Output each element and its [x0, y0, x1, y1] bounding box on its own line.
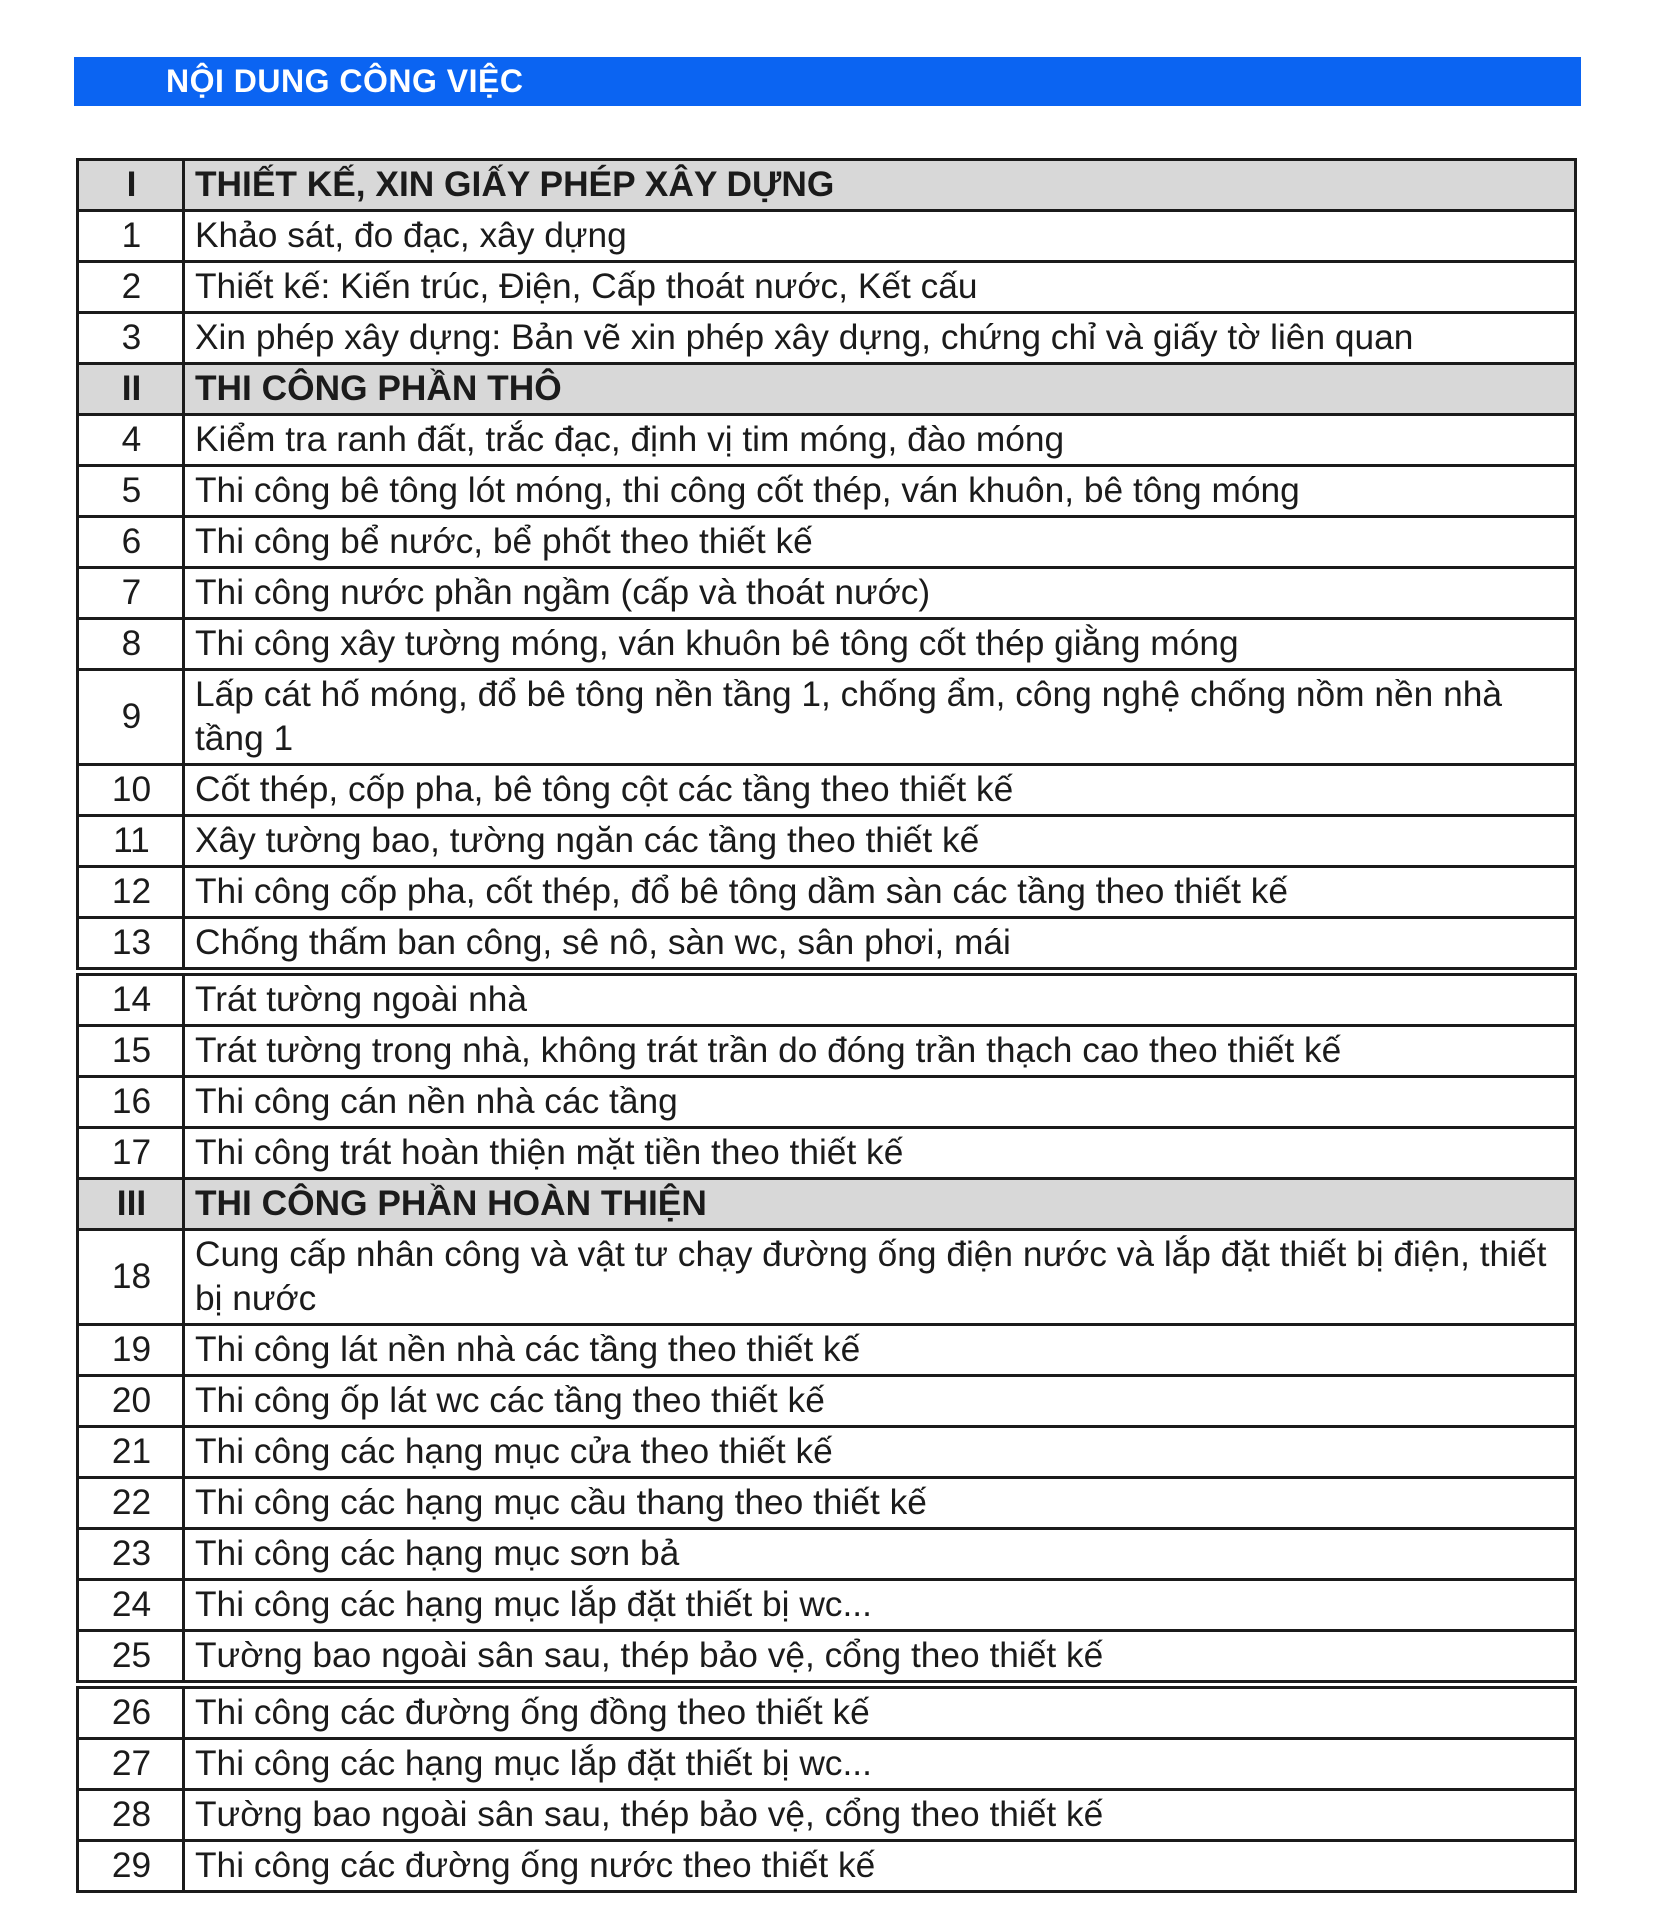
table-row [78, 1478, 1576, 1529]
row-label-cell: Lấp cát hố móng, đổ bê tông nền tầng 1, chống ẩm, công nghệ chống nồm nền nhà tầng 1 [184, 670, 1576, 765]
table-row [78, 1631, 1576, 1685]
section-row [78, 364, 1576, 415]
row-label-cell: Thi công các hạng mục cửa theo thiết kế [184, 1427, 1576, 1478]
table-row [78, 415, 1576, 466]
row-number-cell: III [78, 1179, 184, 1230]
table-row [78, 1325, 1576, 1376]
row-label-cell: Xin phép xây dựng: Bản vẽ xin phép xây dựng, chứng chỉ và giấy tờ liên quan [184, 313, 1576, 364]
row-number-cell: 11 [78, 816, 184, 867]
row-label-cell: Thi công các hạng mục sơn bả [184, 1529, 1576, 1580]
row-number-cell: 14 [78, 972, 184, 1026]
row-number-cell: 24 [78, 1580, 184, 1631]
row-label-cell: Thi công các đường ống đồng theo thiết kế [184, 1685, 1576, 1739]
row-label-cell: THIẾT KẾ, XIN GIẤY PHÉP XÂY DỰNG [184, 160, 1576, 211]
row-number-cell: 22 [78, 1478, 184, 1529]
row-number-cell: 8 [78, 619, 184, 670]
row-label-cell: Tường bao ngoài sân sau, thép bảo vệ, cổng theo thiết kế [184, 1790, 1576, 1841]
row-label-cell: Thi công trát hoàn thiện mặt tiền theo thiết kế [184, 1128, 1576, 1179]
section-row [78, 1179, 1576, 1230]
table-row [78, 313, 1576, 364]
row-number-cell: 3 [78, 313, 184, 364]
table-row [78, 1739, 1576, 1790]
row-label-cell: Thi công cán nền nhà các tầng [184, 1077, 1576, 1128]
row-label-cell: Cốt thép, cốp pha, bê tông cột các tầng theo thiết kế [184, 765, 1576, 816]
table-row [78, 1580, 1576, 1631]
row-number-cell: 20 [78, 1376, 184, 1427]
table-row [78, 1790, 1576, 1841]
table-row [78, 1529, 1576, 1580]
row-number-cell: 2 [78, 262, 184, 313]
row-number-cell: 12 [78, 867, 184, 918]
row-number-cell: 15 [78, 1026, 184, 1077]
row-number-cell: 6 [78, 517, 184, 568]
table-row [78, 816, 1576, 867]
page-title: NỘI DUNG CÔNG VIỆC [166, 63, 524, 99]
row-number-cell: 25 [78, 1631, 184, 1685]
table-row [78, 211, 1576, 262]
table-row [78, 972, 1576, 1026]
table-row [78, 1230, 1576, 1325]
row-label-cell: Thi công lát nền nhà các tầng theo thiết kế [184, 1325, 1576, 1376]
row-label-cell: Thi công các đường ống nước theo thiết kế [184, 1841, 1576, 1892]
row-label-cell: Xây tường bao, tường ngăn các tầng theo thiết kế [184, 816, 1576, 867]
row-number-cell: 21 [78, 1427, 184, 1478]
row-number-cell: 27 [78, 1739, 184, 1790]
table-row [78, 1077, 1576, 1128]
row-label-cell: Chống thấm ban công, sê nô, sàn wc, sân phơi, mái [184, 918, 1576, 972]
row-label-cell: Khảo sát, đo đạc, xây dựng [184, 211, 1576, 262]
section-row [78, 160, 1576, 211]
row-label-cell: Trát tường trong nhà, không trát trần do đóng trần thạch cao theo thiết kế [184, 1026, 1576, 1077]
title-bar [74, 57, 1581, 106]
table-row [78, 918, 1576, 972]
row-label-cell: Thi công nước phần ngầm (cấp và thoát nước) [184, 568, 1576, 619]
table-row [78, 1685, 1576, 1739]
row-number-cell: 4 [78, 415, 184, 466]
row-number-cell: 23 [78, 1529, 184, 1580]
row-label-cell: Thi công cốp pha, cốt thép, đổ bê tông dầm sàn các tầng theo thiết kế [184, 867, 1576, 918]
table-row [78, 1376, 1576, 1427]
row-label-cell: Thi công bê tông lót móng, thi công cốt thép, ván khuôn, bê tông móng [184, 466, 1576, 517]
row-label-cell: Kiểm tra ranh đất, trắc đạc, định vị tim móng, đào móng [184, 415, 1576, 466]
row-label-cell: Thiết kế: Kiến trúc, Điện, Cấp thoát nước, Kết cấu [184, 262, 1576, 313]
row-number-cell: 13 [78, 918, 184, 972]
row-label-cell: Thi công xây tường móng, ván khuôn bê tông cốt thép giằng móng [184, 619, 1576, 670]
row-label-cell: Thi công bể nước, bể phốt theo thiết kế [184, 517, 1576, 568]
row-label-cell: Thi công các hạng mục lắp đặt thiết bị wc... [184, 1739, 1576, 1790]
row-label-cell: Thi công các hạng mục lắp đặt thiết bị wc... [184, 1580, 1576, 1631]
row-number-cell: 17 [78, 1128, 184, 1179]
row-number-cell: 26 [78, 1685, 184, 1739]
row-number-cell: 5 [78, 466, 184, 517]
row-number-cell: I [78, 160, 184, 211]
row-label-cell: THI CÔNG PHẦN HOÀN THIỆN [184, 1179, 1576, 1230]
table-row [78, 765, 1576, 816]
table-row [78, 466, 1576, 517]
work-table-body [78, 160, 1576, 1892]
row-number-cell: 18 [78, 1230, 184, 1325]
row-number-cell: 29 [78, 1841, 184, 1892]
row-number-cell: 9 [78, 670, 184, 765]
row-label-cell: Cung cấp nhân công và vật tư chạy đường ống điện nước và lắp đặt thiết bị điện, thiết bị nước [184, 1230, 1576, 1325]
row-label-cell: Thi công ốp lát wc các tầng theo thiết kế [184, 1376, 1576, 1427]
row-label-cell: Trát tường ngoài nhà [184, 972, 1576, 1026]
table-row [78, 568, 1576, 619]
table-row [78, 1128, 1576, 1179]
work-items-table [76, 158, 1577, 1893]
table-row [78, 619, 1576, 670]
row-number-cell: 19 [78, 1325, 184, 1376]
table-row [78, 867, 1576, 918]
row-number-cell: 1 [78, 211, 184, 262]
table-row [78, 1841, 1576, 1892]
table-row [78, 517, 1576, 568]
row-label-cell: Tường bao ngoài sân sau, thép bảo vệ, cổng theo thiết kế [184, 1631, 1576, 1685]
table-row [78, 1427, 1576, 1478]
row-number-cell: II [78, 364, 184, 415]
row-label-cell: THI CÔNG PHẦN THÔ [184, 364, 1576, 415]
row-number-cell: 16 [78, 1077, 184, 1128]
row-number-cell: 28 [78, 1790, 184, 1841]
table-row [78, 670, 1576, 765]
row-number-cell: 7 [78, 568, 184, 619]
table-row [78, 262, 1576, 313]
row-number-cell: 10 [78, 765, 184, 816]
table-row [78, 1026, 1576, 1077]
row-label-cell: Thi công các hạng mục cầu thang theo thiết kế [184, 1478, 1576, 1529]
